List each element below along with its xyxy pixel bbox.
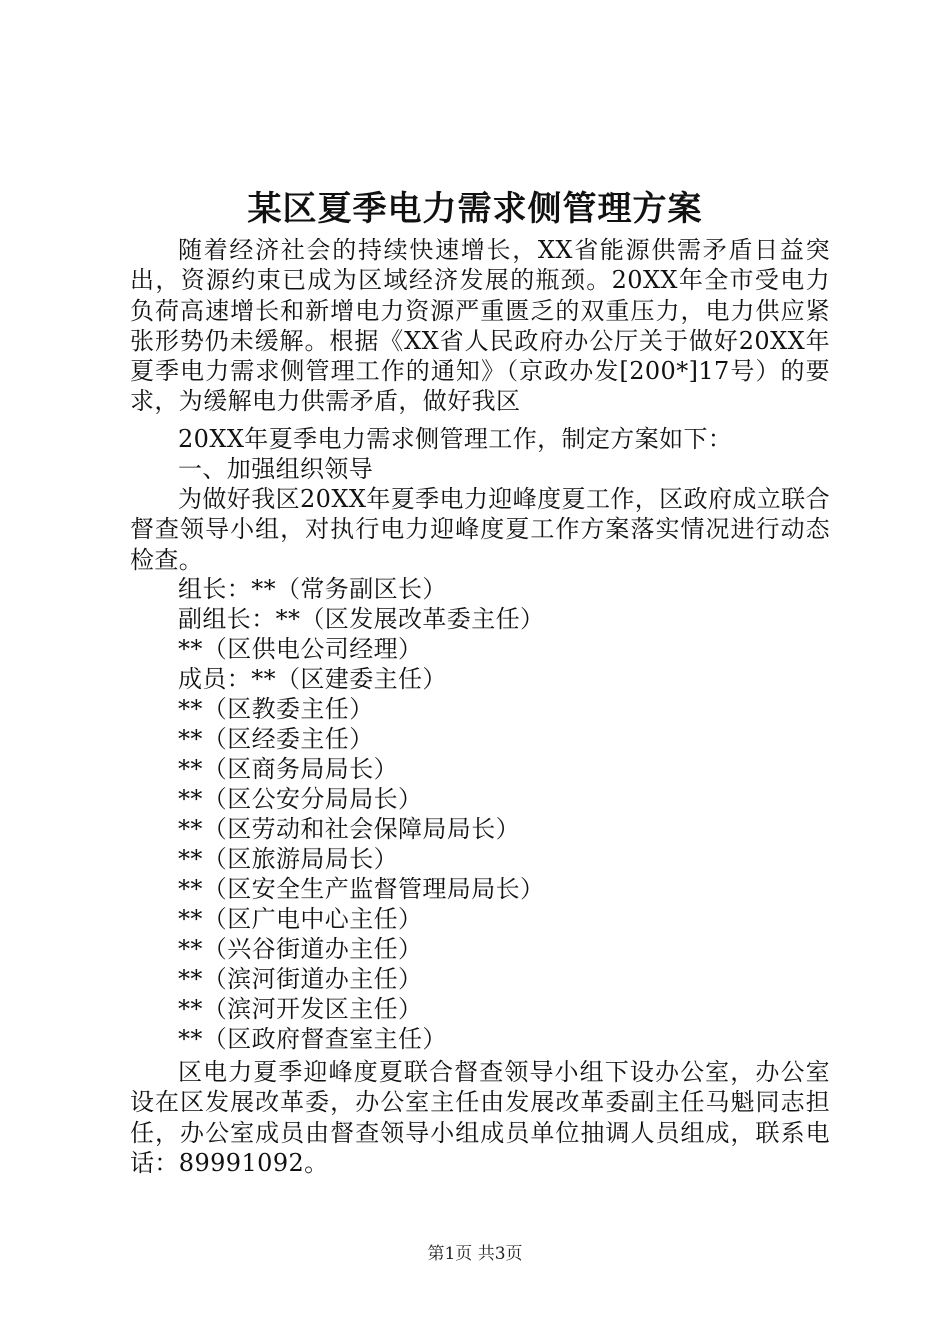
office-paragraph: 区电力夏季迎峰度夏联合督查领导小组下设办公室，办公室设在区发展改革委，办公室主任由发展改革委副主任马魁同志担任，办公室成员由督查领导小组成员单位抽调人员组成，联系电话：89991092。 [130, 1058, 830, 1177]
member-line: **（区供电公司经理） [178, 635, 423, 663]
member-line: 副组长：**（区发展改革委主任） [178, 605, 545, 633]
member-line: **（区广电中心主任） [178, 905, 423, 933]
member-line: 成员：**（区建委主任） [178, 665, 447, 693]
section-paragraph: 为做好我区20XX年夏季电力迎峰度夏工作，区政府成立联合督查领导小组，对执行电力迎峰度夏工作方案落实情况进行动态检查。 [130, 485, 830, 574]
member-line: **（区安全生产监督管理局局长） [178, 875, 545, 903]
member-line: **（滨河开发区主任） [178, 995, 423, 1023]
lead-line: 20XX年夏季电力需求侧管理工作，制定方案如下： [178, 425, 733, 453]
page-footer: 第1页 共3页 [427, 1244, 523, 1264]
member-line: **（区经委主任） [178, 725, 374, 753]
member-line: **（区商务局局长） [178, 755, 398, 783]
section-heading: 一、加强组织领导 [178, 455, 374, 483]
member-line: **（区旅游局局长） [178, 845, 398, 873]
member-line: **（区政府督查室主任） [178, 1025, 447, 1053]
member-line: **（区劳动和社会保障局局长） [178, 815, 520, 843]
member-line: **（区教委主任） [178, 695, 374, 723]
member-line: 组长：**（常务副区长） [178, 575, 447, 603]
member-line: **（滨河街道办主任） [178, 965, 423, 993]
member-line: **（区公安分局局长） [178, 785, 423, 813]
member-line: **（兴谷街道办主任） [178, 935, 423, 963]
intro-paragraph: 随着经济社会的持续快速增长，XX省能源供需矛盾日益突出，资源约束已成为区域经济发展的瓶颈。20XX年全市受电力负荷高速增长和新增电力资源严重匮乏的双重压力，电力供应紧张形势仍未缓解。根据《XX省人民政府办公厅关于做好20XX年夏季电力需求侧管理工作的通知》（京政办发[200*]17号）的要求，为缓解电力供需矛盾，做好我区 [130, 236, 830, 416]
document-title: 某区夏季电力需求侧管理方案 [247, 189, 703, 229]
